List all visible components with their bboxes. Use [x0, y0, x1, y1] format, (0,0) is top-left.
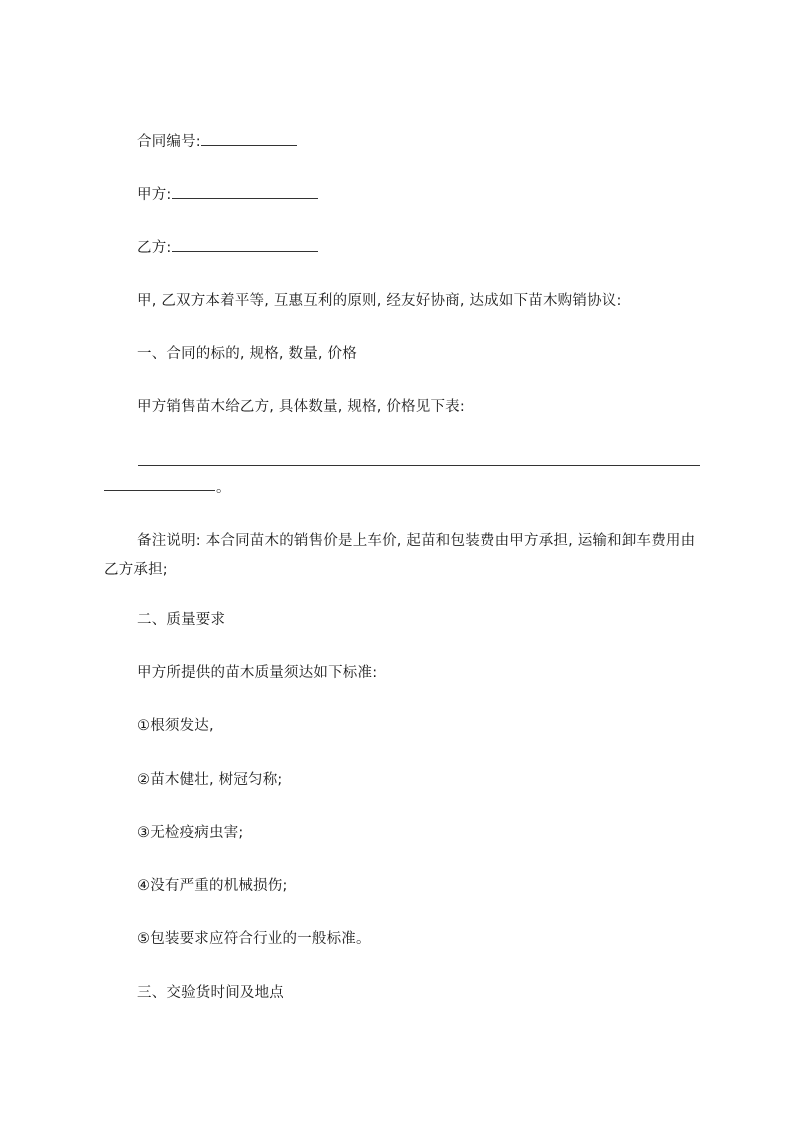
- table-blank-line-1: [138, 465, 700, 466]
- party-a-label: 甲方:: [137, 187, 172, 203]
- party-a-blank: [172, 184, 318, 199]
- party-b-blank: [172, 237, 318, 252]
- contract-number-blank: [201, 131, 297, 146]
- party-b-line: [104, 237, 737, 258]
- contract-number-label: 合同编号:: [137, 134, 201, 150]
- table-blank-end: 。: [216, 480, 231, 496]
- section2-text: 甲方所提供的苗木质量须达如下标准:: [137, 665, 378, 681]
- section2-title: 二、质量要求: [137, 612, 226, 628]
- standard-item: ⑤包装要求应符合行业的一般标准。: [137, 931, 371, 947]
- section1-text: 甲方销售苗木给乙方, 具体数量, 规格, 价格见下表:: [137, 399, 465, 415]
- party-a-line: [104, 184, 737, 205]
- standard-item: ③无检疫病虫害;: [137, 825, 244, 841]
- party-b-label: 乙方:: [137, 240, 172, 256]
- standard-item: ④没有严重的机械损伤;: [137, 878, 288, 894]
- table-blank-line-2: [104, 490, 215, 491]
- standard-item: ②苗木健壮, 树冠匀称;: [137, 772, 283, 788]
- remark: 备注说明: 本合同苗木的销售价是上车价, 起苗和包装费由甲方承担, 运输和卸车费用由乙方承担;: [104, 533, 696, 578]
- section3-title: 三、交验货时间及地点: [137, 985, 284, 1001]
- contract-number-line: [104, 131, 737, 152]
- preamble: 甲, 乙双方本着平等, 互惠互利的原则, 经友好协商, 达成如下苗木购销协议:: [137, 293, 622, 309]
- standard-item: ①根须发达,: [137, 718, 214, 734]
- section1-title: 一、合同的标的, 规格, 数量, 价格: [137, 346, 357, 362]
